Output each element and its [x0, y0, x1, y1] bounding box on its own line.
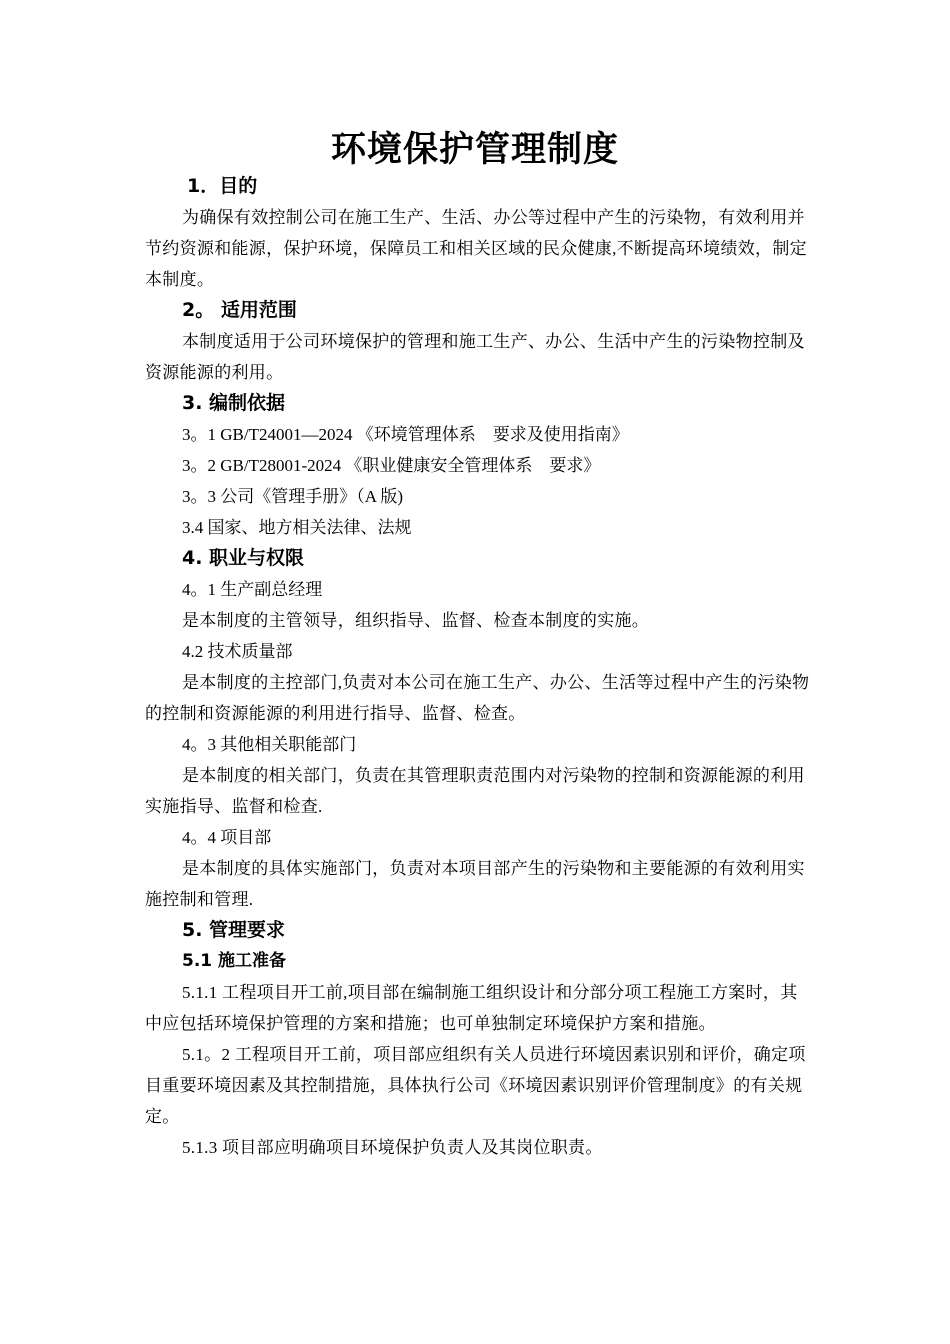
section-5-1-3-body: 5.1.3 项目部应明确项目环境保护负责人及其岗位职责。	[182, 1138, 603, 1157]
section-2-body: 本制度适用于公司环境保护的管理和施工生产、办公、生活中产生的污染物控制及资源能源的利用。	[145, 332, 805, 382]
section-5-1-2-body: 5.1。2 工程项目开工前，项目部应组织有关人员进行环境因素识别和评价，确定项目重要环境因素及其控制措施，具体执行公司《环境因素识别评价管理制度》的有关规定。	[145, 1045, 806, 1126]
section-5-heading: 5. 管理要求	[182, 919, 286, 941]
section-5-1-1-body: 5.1.1 工程项目开工前,项目部在编制施工组织设计和分部分项工程施工方案时，其中应包括环境保护管理的方案和措施；也可单独制定环境保护方案和措施。	[145, 983, 798, 1033]
section-5-1-heading: 5.1 施工准备	[182, 951, 287, 971]
section-3-heading: 3. 编制依据	[182, 392, 286, 414]
section-4-2-title: 4.2 技术质量部	[182, 642, 293, 661]
reference-item: 3。2 GB/T28001-2024 《职业健康安全管理体系 要求》	[182, 456, 601, 475]
section-4-3-body: 是本制度的相关部门，负责在其管理职责范围内对污染物的控制和资源能源的利用实施指导、监督和检查.	[145, 766, 805, 816]
document-title: 环境保护管理制度	[330, 130, 619, 170]
reference-item: 3。3 公司《管理手册》（A 版)	[182, 487, 403, 506]
reference-item: 3.4 国家、地方相关法律、法规	[182, 518, 412, 537]
section-4-heading: 4. 职业与权限	[182, 547, 305, 569]
section-4-4-title: 4。4 项目部	[182, 828, 272, 847]
section-4-3-title: 4。3 其他相关职能部门	[182, 735, 357, 754]
document-body	[145, 171, 813, 1163]
section-4-2-body: 是本制度的主控部门,负责对本公司在施工生产、办公、生活等过程中产生的污染物的控制和资源能源的利用进行指导、监督、检查。	[145, 673, 810, 723]
section-4-4-body: 是本制度的具体实施部门，负责对本项目部产生的污染物和主要能源的有效利用实施控制和管理.	[145, 859, 805, 909]
section-4-1-body: 是本制度的主管领导，组织指导、监督、检查本制度的实施。	[182, 611, 650, 630]
reference-item: 3。1 GB/T24001—2024 《环境管理体系 要求及使用指南》	[182, 425, 629, 444]
section-2-heading: 2。 适用范围	[182, 299, 297, 321]
section-1-heading: 1．目的	[187, 175, 258, 197]
section-1-body: 为确保有效控制公司在施工生产、生活、办公等过程中产生的污染物，有效利用并节约资源和能源，保护环境，保障员工和相关区域的民众健康,不断提高环境绩效，制定本制度。	[145, 208, 807, 289]
section-4-1-title: 4。1 生产副总经理	[182, 580, 323, 599]
